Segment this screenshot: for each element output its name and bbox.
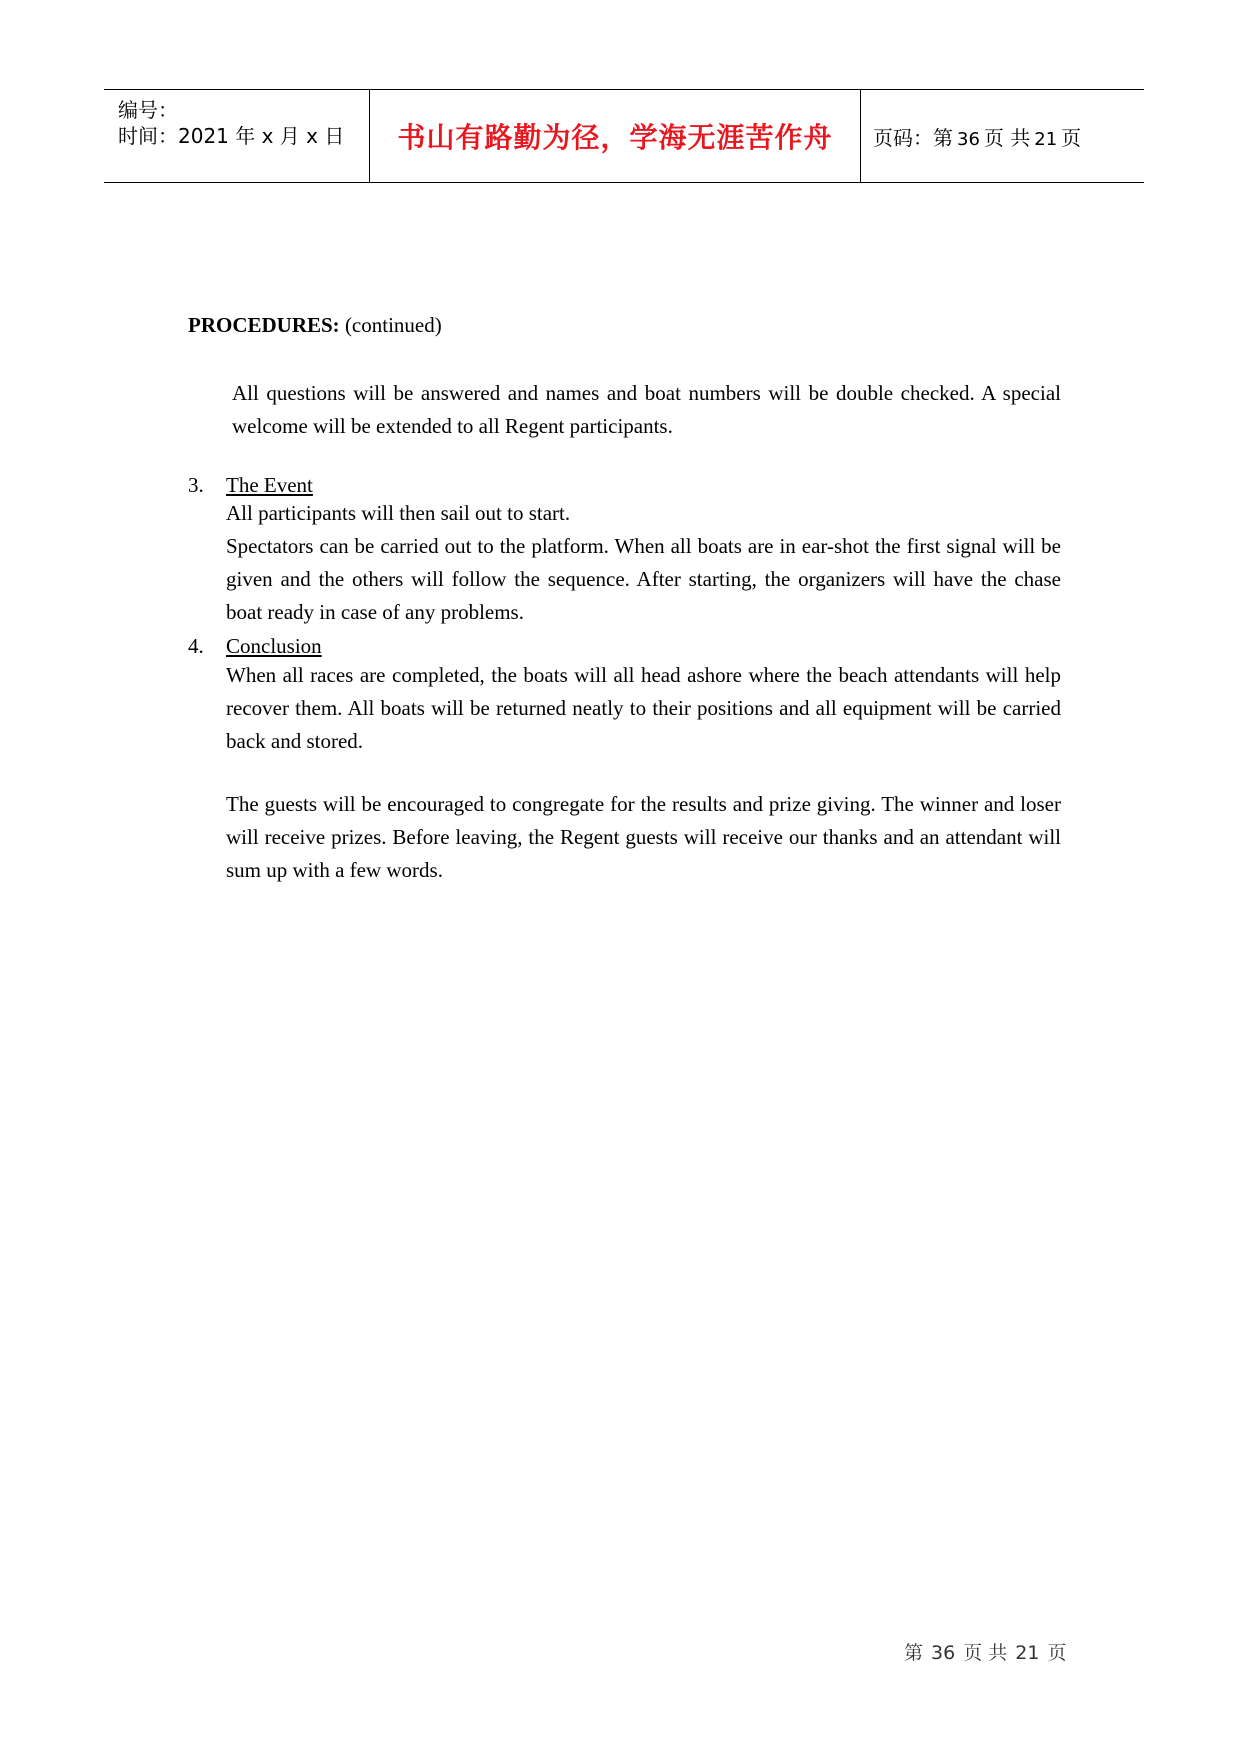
list-item-line: When all races are completed, the boats will all head ashore where the beach attendants will help recover them. All boats will be returned neatly to their positions and all equipment will be carried back and stored.: [226, 663, 1061, 753]
list-item-number: 3.: [188, 473, 204, 497]
list-item-title: Conclusion: [226, 634, 322, 658]
list-item-body: [226, 659, 1061, 758]
footer-suffix: 页: [1047, 1642, 1067, 1664]
header-page-mid: 页 共: [983, 125, 1031, 150]
header-page-prefix: 页码：第: [873, 125, 953, 150]
header-middle-cell: [370, 90, 861, 182]
page-header-table: [104, 89, 1144, 183]
list-item-line: Spectators can be carried out to the platform. When all boats are in ear-shot the first signal will be given and the others will follow the sequence. After starting, the organizers will have the chase boat ready in case of any problems.: [226, 534, 1061, 624]
list-item-body: [226, 497, 1061, 629]
header-motto: 书山有路勤为径，学海无涯苦作舟: [397, 121, 833, 154]
footer-page-total: 21: [1015, 1642, 1040, 1664]
header-page-info: [873, 122, 1081, 151]
section-heading-bold: PROCEDURES:: [188, 313, 340, 337]
list-item-title: The Event: [226, 473, 313, 497]
header-page-suffix: 页: [1061, 125, 1082, 150]
list-item-line: All participants will then sail out to start.: [226, 501, 571, 525]
footer-mid: 页 共: [963, 1642, 1008, 1664]
header-right-cell: [861, 90, 1144, 182]
document-number-label: 编号：: [118, 98, 178, 122]
header-page-total: 21: [1034, 128, 1058, 150]
header-page-current: 36: [957, 128, 980, 150]
section-heading: [188, 313, 442, 338]
footer-prefix: 第: [904, 1642, 924, 1664]
document-date-label: 时间：2021 年 x 月 x 日: [118, 124, 345, 148]
list-item-number: 4.: [188, 634, 204, 658]
page-footer: [900, 1638, 1070, 1665]
header-left-cell: [104, 90, 370, 182]
section-heading-continued: (continued): [339, 313, 442, 337]
intro-paragraph: All questions will be answered and names and boat numbers will be double checked. A special welcome will be extended to all Regent participants.: [232, 381, 1061, 438]
closing-paragraph: The guests will be encouraged to congregate for the results and prize giving. The winner and loser will receive prizes. Before leaving, the Regent guests will receive our thanks and an attendant will sum up with a few words.: [226, 792, 1061, 882]
footer-page-current: 36: [931, 1642, 956, 1664]
